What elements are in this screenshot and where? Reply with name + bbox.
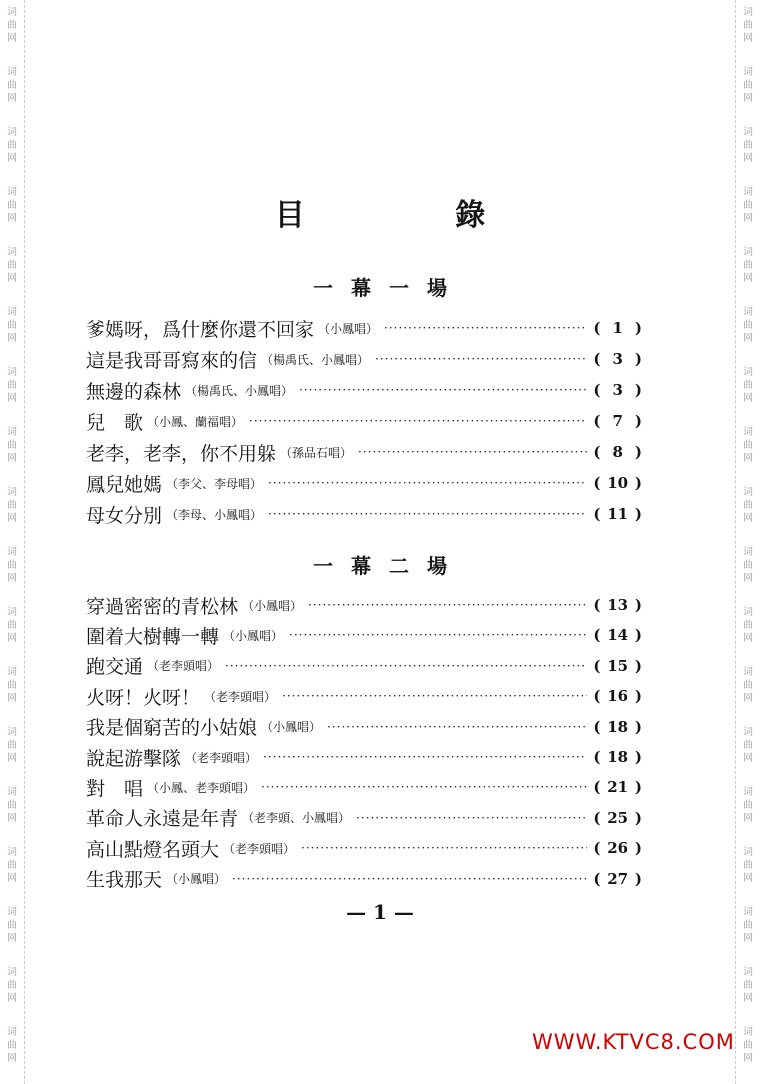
margin-watermark-glyphs: 词 曲 网: [7, 727, 17, 764]
singers-note: （小鳳唱）: [223, 628, 284, 643]
song-title: 跑交通: [86, 656, 144, 679]
margin-watermark-glyphs: 词 曲 网: [743, 1027, 753, 1064]
page-ref: ( 27 ): [593, 869, 642, 888]
toc-entry: [86, 681, 642, 711]
page-ref-number: 13: [607, 596, 629, 614]
margin-watermark-glyphs: 词 曲 网: [7, 127, 17, 164]
page-ref: ( 21 ): [593, 778, 642, 797]
dot-leader: [375, 352, 587, 366]
dot-leader: [261, 780, 587, 794]
page-number: — 1 —: [346, 900, 414, 924]
dot-leader: [289, 628, 587, 642]
act-heading: 一幕二場: [313, 554, 465, 578]
dot-leader: [249, 414, 587, 428]
page-ref-number: 7: [612, 412, 623, 430]
singers-note: （孫品石唱）: [280, 445, 353, 460]
page-ref: ( 14 ): [593, 626, 642, 645]
song-title: 我是個窮苦的小姑娘: [86, 717, 258, 740]
page-ref: ( 8 ): [593, 443, 642, 461]
page-ref-number: 14: [607, 626, 629, 645]
dot-leader: [301, 841, 587, 855]
margin-watermark-glyphs: 词 曲 网: [743, 7, 753, 44]
margin-watermark-glyphs: 词 曲 网: [743, 787, 753, 824]
margin-watermark-glyphs: 词 曲 网: [7, 367, 17, 404]
singers-note: （小鳳唱）: [318, 321, 379, 336]
page-ref-number: 11: [607, 505, 629, 523]
toc-entry: [86, 468, 642, 498]
margin-watermark-glyphs: 词 曲 网: [743, 187, 753, 224]
toc-entry: [86, 833, 642, 863]
page-ref: ( 18 ): [593, 748, 642, 766]
margin-watermark-glyphs: 词 曲 网: [743, 367, 753, 404]
page-ref-number: 1: [612, 319, 623, 337]
page-ref-number: 18: [607, 717, 629, 736]
toc-entry: [86, 437, 642, 467]
page-ref-number: 18: [607, 748, 629, 766]
margin-watermark-glyphs: 词 曲 网: [7, 187, 17, 224]
margin-watermark-glyphs: 词 曲 网: [743, 247, 753, 284]
margin-watermark-glyphs: 词 曲 网: [7, 7, 17, 44]
page-ref-number: 26: [607, 839, 629, 858]
margin-watermark-glyphs: 词 曲 网: [743, 127, 753, 164]
page-ref: ( 3 ): [593, 381, 642, 399]
dot-leader: [232, 872, 587, 886]
singers-note: （小鳳、老李頭唱）: [147, 780, 256, 795]
toc-entry: [86, 375, 642, 405]
song-title: 高山點燈名頭大: [86, 838, 220, 861]
song-title: 母女分別: [86, 504, 163, 527]
site-watermark: WWW.KTVC8.COM: [532, 1030, 735, 1054]
page-ref-number: 10: [607, 474, 629, 492]
toc-entry: [86, 651, 642, 681]
margin-watermark-glyphs: 词 曲 网: [7, 607, 17, 644]
margin-watermark-glyphs: 词 曲 网: [7, 487, 17, 524]
dot-leader: [384, 321, 587, 335]
song-title: 爹媽呀，爲什麼你還不回家: [86, 318, 315, 341]
margin-watermark-glyphs: 词 曲 网: [7, 67, 17, 104]
page-ref: ( 3 ): [593, 350, 642, 368]
dot-leader: [263, 750, 587, 764]
dot-leader: [268, 476, 587, 490]
margin-watermark-glyphs: 词 曲 网: [7, 907, 17, 944]
margin-watermark-glyphs: 词 曲 网: [7, 307, 17, 344]
page-ref-number: 16: [607, 687, 629, 706]
page-ref: ( 1 ): [593, 319, 642, 337]
song-title: 老李，老李，你不用躲: [86, 442, 277, 465]
song-title: 穿過密密的青松林: [86, 595, 239, 618]
margin-watermark-glyphs: 词 曲 网: [743, 487, 753, 524]
toc-entry: [86, 864, 642, 894]
margin-watermark-glyphs: 词 曲 网: [743, 907, 753, 944]
dot-leader: [308, 598, 587, 612]
margin-watermark-glyphs: 词 曲 网: [743, 607, 753, 644]
margin-watermark-glyphs: 词 曲 网: [7, 547, 17, 584]
singers-note: （楊禹氏、小鳳唱）: [185, 383, 294, 398]
margin-watermark-glyphs: 词 曲 网: [743, 547, 753, 584]
song-title: 無邊的森林: [86, 380, 182, 403]
act-heading: 一幕一場: [313, 276, 465, 300]
page-ref: ( 13 ): [593, 596, 642, 614]
margin-watermark-glyphs: 词 曲 网: [7, 247, 17, 284]
singers-note: （楊禹氏、小鳳唱）: [261, 352, 370, 367]
toc-entry: [86, 344, 642, 374]
margin-watermark-glyphs: 词 曲 网: [7, 427, 17, 464]
song-title: 這是我哥哥寫來的信: [86, 349, 258, 372]
singers-note: （小鳳、蘭福唱）: [147, 414, 244, 429]
toc-entry: [86, 313, 642, 343]
page-ref-number: 15: [607, 656, 629, 675]
page-ref: ( 15 ): [593, 656, 642, 675]
margin-watermark-glyphs: 词 曲 网: [7, 967, 17, 1004]
singers-note: （老李頭唱）: [223, 841, 296, 856]
margin-watermark-glyphs: 词 曲 网: [743, 307, 753, 344]
song-title: 圍着大樹轉一轉: [86, 625, 220, 648]
margin-watermark-glyphs: 词 曲 网: [743, 967, 753, 1004]
singers-note: （小鳳唱）: [242, 598, 303, 613]
dot-leader: [268, 507, 587, 521]
toc-entry: [86, 712, 642, 742]
song-title: 說起游擊隊: [86, 747, 182, 770]
singers-note: （老李頭唱）: [204, 689, 277, 704]
singers-note: （小鳳唱）: [261, 720, 322, 735]
page-ref-number: 3: [612, 381, 623, 399]
margin-watermark-glyphs: 词 曲 网: [7, 1027, 17, 1064]
page-ref: ( 7 ): [593, 412, 642, 430]
toc-entry: [86, 406, 642, 436]
song-title: 火呀！火呀！: [86, 686, 201, 709]
singers-note: （老李頭唱）: [147, 659, 220, 674]
margin-watermark-glyphs: 词 曲 网: [7, 847, 17, 884]
margin-watermark-glyphs: 词 曲 网: [743, 427, 753, 464]
singers-note: （李父、李母唱）: [166, 476, 263, 491]
toc-entry: [86, 590, 642, 620]
toc-entry: [86, 499, 642, 529]
margin-watermark-glyphs: 词 曲 网: [7, 667, 17, 704]
page-ref: ( 25 ): [593, 808, 642, 827]
song-title: 生我那天: [86, 869, 163, 892]
song-title: 兒 歌: [86, 411, 144, 434]
margin-watermark-glyphs: 词 曲 网: [743, 667, 753, 704]
dot-leader: [225, 659, 587, 673]
page-ref-number: 3: [612, 350, 623, 368]
dot-leader: [282, 689, 587, 703]
dot-leader: [299, 383, 587, 397]
page-ref: ( 16 ): [593, 687, 642, 706]
page-title: 目 錄: [274, 198, 556, 233]
song-title: 對 唱: [86, 777, 144, 800]
page-ref: ( 10 ): [593, 474, 642, 492]
page-ref: ( 11 ): [593, 505, 642, 523]
song-title: 革命人永遠是年青: [86, 808, 239, 831]
margin-watermark-glyphs: 词 曲 网: [743, 727, 753, 764]
singers-note: （李母、小鳳唱）: [166, 507, 263, 522]
singers-note: （小鳳唱）: [166, 872, 227, 887]
dot-leader: [358, 445, 587, 459]
toc-entry: [86, 772, 642, 802]
page-ref-number: 21: [607, 778, 629, 797]
singers-note: （老李頭、小鳳唱）: [242, 811, 351, 826]
page-ref: ( 26 ): [593, 839, 642, 858]
page-ref: ( 18 ): [593, 717, 642, 736]
song-title: 鳳兒她媽: [86, 473, 163, 496]
toc-entry: [86, 620, 642, 650]
page-ref-number: 25: [607, 808, 629, 827]
page-ref-number: 8: [612, 443, 623, 461]
toc-entry: [86, 803, 642, 833]
margin-watermark-glyphs: 词 曲 网: [743, 847, 753, 884]
dot-leader: [356, 811, 587, 825]
margin-watermark-glyphs: 词 曲 网: [7, 787, 17, 824]
toc-entry: [86, 742, 642, 772]
page-ref-number: 27: [607, 869, 629, 888]
singers-note: （老李頭唱）: [185, 750, 258, 765]
margin-watermark-glyphs: 词 曲 网: [743, 67, 753, 104]
dot-leader: [327, 720, 587, 734]
